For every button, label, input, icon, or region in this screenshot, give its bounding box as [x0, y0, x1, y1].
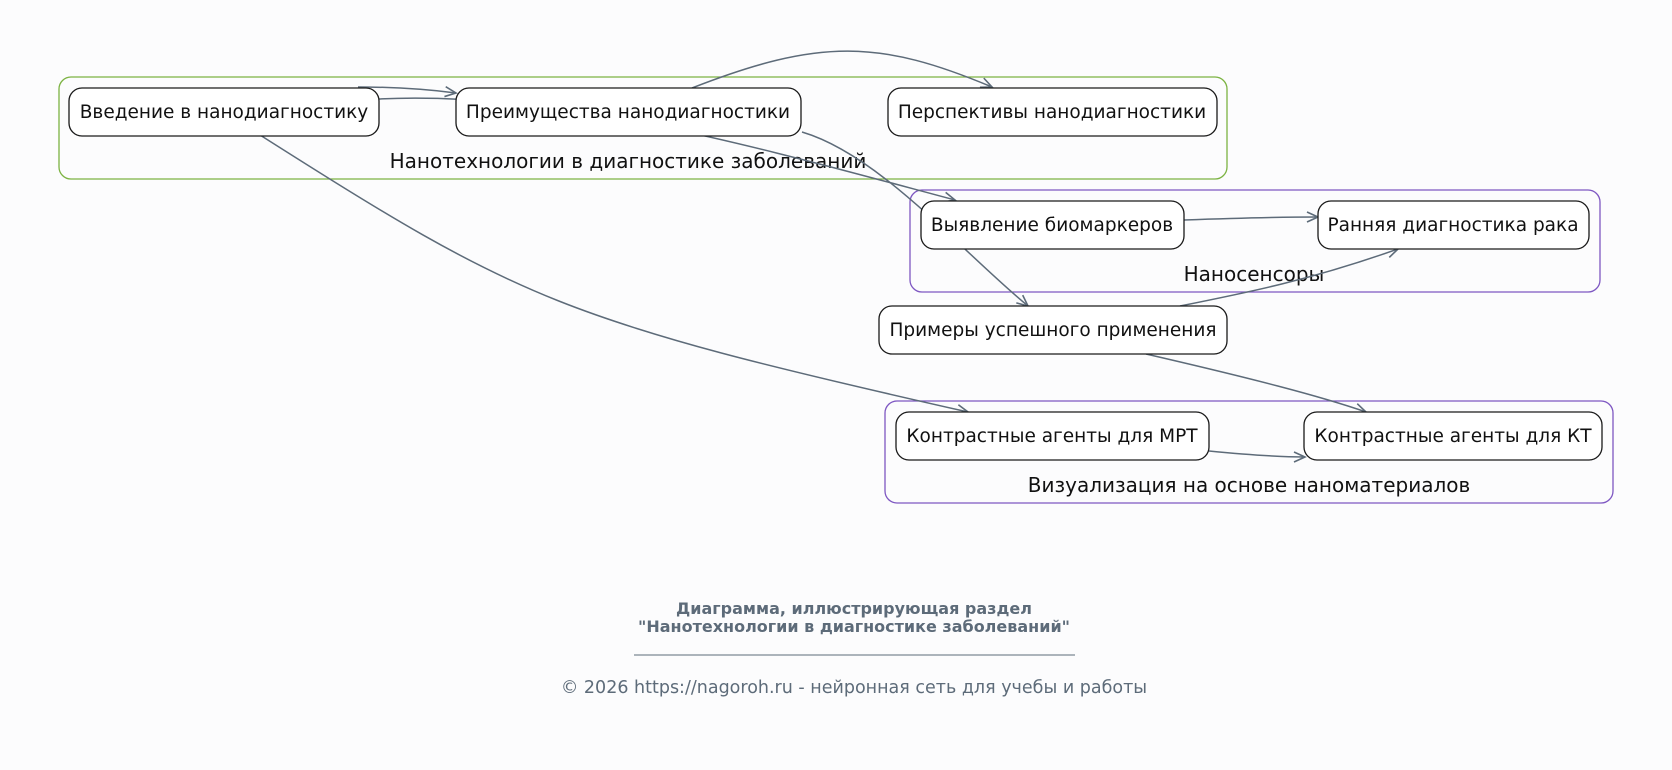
cluster-imaging-label: Визуализация на основе наноматериалов [1027, 473, 1471, 497]
caption-line1: Диаграмма, иллюстрирующая раздел [676, 599, 1032, 618]
node-biomarkers[interactable] [921, 201, 1184, 249]
node-perspectives[interactable] [888, 88, 1217, 136]
node-biomarkers-label: Выявление биомаркеров [930, 215, 1174, 236]
node-mri-agents-label: Контрастные агенты для МРТ [906, 426, 1198, 447]
cluster-nanotech-label: Нанотехнологии в диагностике заболеваний [389, 149, 867, 173]
edge-success-ct [1146, 354, 1366, 412]
node-intro-label: Введение в нанодиагностику [79, 102, 369, 123]
node-mri-agents[interactable] [896, 412, 1209, 460]
copyright-text: © 2026 https://nagoroh.ru - нейронная сеть для учебы и работы [560, 678, 1148, 698]
node-success-examples-label: Примеры успешного применения [889, 320, 1217, 341]
caption-line2: "Нанотехнологии в диагностике заболеваний" [638, 617, 1070, 636]
node-intro[interactable] [69, 88, 379, 136]
cluster-nanosensors-label: Наносенсоры [1183, 262, 1325, 286]
edge-biomarkers-early [1184, 217, 1318, 220]
node-early-cancer-label: Ранняя диагностика рака [1327, 215, 1579, 236]
node-advantages[interactable] [456, 88, 801, 136]
node-ct-agents-label: Контрастные агенты для КТ [1314, 426, 1592, 447]
node-ct-agents[interactable] [1304, 412, 1602, 460]
node-early-cancer[interactable] [1318, 201, 1589, 249]
edge-advantages-perspectives [692, 51, 992, 88]
edge-intro-mri [260, 135, 968, 412]
node-perspectives-label: Перспективы нанодиагностики [897, 102, 1207, 123]
node-success-examples[interactable] [879, 306, 1227, 354]
node-advantages-label: Преимущества нанодиагностики [465, 102, 791, 123]
caption [634, 599, 1075, 655]
edge-mri-ct [1209, 451, 1305, 457]
